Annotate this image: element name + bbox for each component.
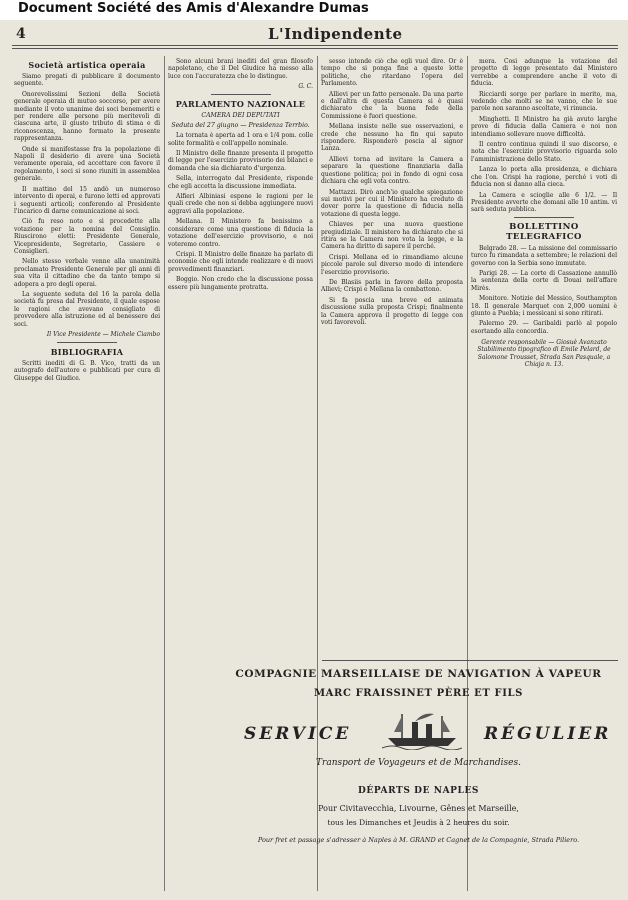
paragraph: La Camera e scioglie alle 6 1/2. — Il Presidente avverte che domani alle 10 antim. vi sarà seduta pubblica.	[471, 191, 617, 214]
ad-departures-heading: DÉPARTS DE NAPLES	[357, 786, 480, 796]
paragraph: Ricciardi sorge per parlare in merito, ma, vedendo che molti se ne vanno, che le sue parole non saranno ascoltate, vi rinuncia.	[471, 90, 617, 113]
printer-stamp: Stabilimento tipografico di Emile Pelard, de Salomone Trousset, Strada San Pasquale, a Chiaja n. 13.	[477, 346, 611, 368]
gerente-line: Gerente responsabile — Giosuè Avanzato	[481, 339, 607, 347]
ad-title: COMPAGNIE MARSEILLAISE DE NAVIGATION À VAPEUR	[235, 668, 602, 680]
paragraph: Siamo pregati di pubblicare il documento seguente.	[14, 73, 160, 88]
section-title: BIBLIOGRAFIA	[50, 347, 124, 357]
paragraph: Mattazzi. Dirò anch'io qualche spiegazione sui motivi per cui il Ministero ha creduto di dover porre la questione di fiducia nella votazione di questa legge.	[321, 188, 463, 218]
paragraph: Crispi. Il Ministro delle finanze ha parlato di economie che egli intende realizzare e di nuovi provvedimenti finanziari.	[168, 250, 313, 273]
paragraph: Mellana insiste nelle sue osservazioni, e crede che nessuno ha fin qui saputo rispondere. Risponderò poscia al signor Lanza.	[321, 123, 463, 153]
paragraph: Nello stesso verbale venne alla unanimità proclamato Presidente Generale per gli anni di sua vita il cittadino che da tanto tempo si adopera a pro degli operai.	[14, 258, 160, 288]
divider	[57, 342, 117, 343]
ad-contact-line: Pour fret et passage s'adresser à Naples à M. GRAND et Cagnet de la Compagnie, Strada Piliero.	[257, 836, 580, 844]
column-1	[14, 58, 160, 888]
ad-regulier-label: RÉGULIER	[484, 724, 612, 744]
paragraph: Lanza lo porta alla presidenza, e dichiara che l'on. Crispi ha ragione, perché i voti di fiducia non si danno alla cieca.	[471, 166, 617, 189]
paragraph: Belgrado 28. — La missione del commissario turco fu rimandata a settembre; le relazioni del governo con la Serbia sono immutate.	[471, 244, 617, 267]
paragraph: La tornata è aperta ad 1 ora e 1/4 pom. colle solite formalità e coll'appello nominale.	[168, 132, 313, 147]
column-3	[321, 58, 463, 658]
paragraph: Parigi 28. — La corte di Cassazione annullò la sentenza della corte di Douai nell'affare Mirès.	[471, 269, 617, 292]
paragraph: Scritti inediti di G. B. Vico, tratti da un autografo dell'autore e pubblicati per cura di Giuseppe del Giudice.	[14, 360, 160, 382]
divider	[211, 94, 271, 95]
document-source-label: Document Société des Amis d'Alexandre Dumas	[18, 1, 369, 16]
paragraph: sesso intende ciò che egli vuol dire. Or è tempo che si ponga fine a queste lotte politiche, che ritardano l'opera del Parlamento.	[321, 58, 463, 88]
column-4	[471, 58, 617, 658]
paragraph: Allievi torna ad invitare la Camera a separare la questione finanziaria dalla questione politica; poi in fondo di ogni cosa dichiara che egli vota contro.	[321, 155, 463, 186]
paragraph: Minghetti. Il Ministro ha già avuto larghe prove di fiducia dalla Camera e noi non intendiamo sollevare nuove difficoltà.	[471, 115, 617, 138]
paragraph: Si fa poscia una breve ed animata discussione sulla proposta Crispi; finalmente la Camera approva il progetto di legge con voti favorevoli.	[321, 296, 463, 326]
paragraph: mera. Così adunque la votazione del progetto di legge presentato dal Ministero verrebbe a comprendere anche il voto di fiducia.	[471, 58, 617, 88]
signature: Il Vice Presidente — Michele Ciambo	[46, 331, 160, 338]
paragraph: La seguente seduta del 16 la parola della società fu presa dal Presidente, il quale espose le ragioni che avevano consigliato di provvedere alla istruzione ed al benessere dei soci.	[14, 290, 160, 328]
steamship-icon	[382, 708, 462, 750]
ad-transport-line: Transport de Voyageurs et de Marchandises.	[316, 758, 521, 768]
paragraph: Boggio. Non credo che la discussione possa essere più lungamente protratta.	[168, 276, 313, 291]
masthead-rule	[12, 45, 618, 46]
section-title: PARLAMENTO NAZIONALE	[175, 99, 306, 110]
paragraph: Mellana. Il Ministero fa benissimo a considerare come una questione di fiducia la votazione dell'esercizio provvisorio, e noi voteremo contro.	[168, 218, 313, 248]
column-divider	[164, 56, 165, 891]
paragraph: Il mattino del 15 andò un numeroso intervento di operai, e furono letti ed approvati i seguenti articoli; conferendo al Presidente l'incarico di darne comunicazione ai soci.	[14, 185, 160, 215]
paragraph: Onorevolissimi Sezioni della Società generale operaia di mutuo soccorso, per avere mediante il voto unanime dei soci benemeriti e per rendere alle persone più meritevoli di ciascuna arte, il giusto tributo di stima e di riconoscenza, hanno formato la presente rappresentanza.	[14, 90, 160, 143]
signature: G. C.	[298, 83, 313, 91]
section-title: BOLLETTINO TELEGRAFICO	[506, 221, 582, 242]
ad-route-line: Pour Civitavecchia, Livourne, Gênes et Marseille,	[318, 804, 519, 813]
paragraph: Alfieri Albiniasi espone le ragioni per le quali crede che non si debba aggiungere nuovi aggravi alla popolazione.	[168, 193, 313, 215]
paragraph: Onde si manifestasse fra la popolazione di Napoli il desiderio di avere una Società veramente operaia, ed accettare con favore il regolamento, i soci si sono riuniti in assemblea generale.	[14, 145, 160, 183]
paragraph: Il centro continua quindi il suo discorso, e nota che l'esercizio provvisorio riguarda solo l'amministrazione dello Stato.	[471, 141, 617, 163]
ad-subtitle: MARC FRAISSINET PÈRE ET FILS	[314, 688, 523, 699]
divider	[514, 217, 574, 218]
paragraph: Crispi. Mellana ed io rimandiamo alcune piccole parole sul diverso modo di intendere l'esercizio provvisorio.	[321, 253, 463, 276]
paragraph: Sono alcuni brani inediti del gran filosofo napoletano, che il Del Giudice ha messo alla luce con l'accuratezza che lo distingue.	[168, 58, 313, 80]
paragraph: Allievi per un fatto personale. Da una parte e dall'altra di questa Camera si è quasi dichiarato che la buona fede della Commissione è fuori questione.	[321, 90, 463, 120]
paragraph: Monitore. Notizie del Messico, Southampton 18. Il generale Marquet con 2,000 uomini è giunto a Puebla; i messicani si sono ritirati.	[471, 295, 617, 317]
ad-top-rule	[322, 660, 618, 661]
section-subtitle: CAMERA DEI DEPUTATI	[201, 112, 280, 120]
paragraph: Ciò fu reso noto e si procedette alla votazione per la nomina del Consiglio. Riuscirono eletti: Presidente Generale, Vicepresidente, Segretario, Cassiere e Consiglieri.	[14, 218, 160, 255]
session-line: Seduta del 27 giugno — Presidenza Terrbio.	[171, 122, 310, 130]
paragraph: De Blasiis parla in favore della proposta Allievi; Crispi e Mellana la combattono.	[321, 278, 463, 294]
document-source-bar	[0, 0, 628, 20]
paragraph: Il Ministro delle finanze presenta il progetto di legge per l'esercizio provvisorio dei bilanci e domanda che sia dichiarato d'urgenza.	[168, 150, 313, 172]
paragraph: Palermo 29. — Garibaldi parlò al popolo esortando alla concordia.	[471, 320, 617, 335]
section-title: Società artistica operaia	[28, 60, 146, 70]
paragraph: Sella, interrogato dal Presidente, risponde che egli accetta la discussione immediata.	[168, 175, 313, 190]
paragraph: Chiaves per una nuova questione pregiudiziale. Il ministero ha dichiarato che si ritira se la Camera non vota la legge, e la Camera ha diritto di sapere il perché.	[321, 221, 463, 251]
page-number: 4	[16, 26, 26, 42]
ad-days-line: tous les Dimanches et Jeudis à 2 heures du soir.	[327, 818, 510, 827]
ad-service-label: SERVICE	[244, 724, 352, 744]
shipping-advertisement	[222, 664, 615, 890]
masthead-rule-2	[12, 48, 618, 49]
newspaper-masthead: L'Indipendente	[268, 25, 403, 43]
